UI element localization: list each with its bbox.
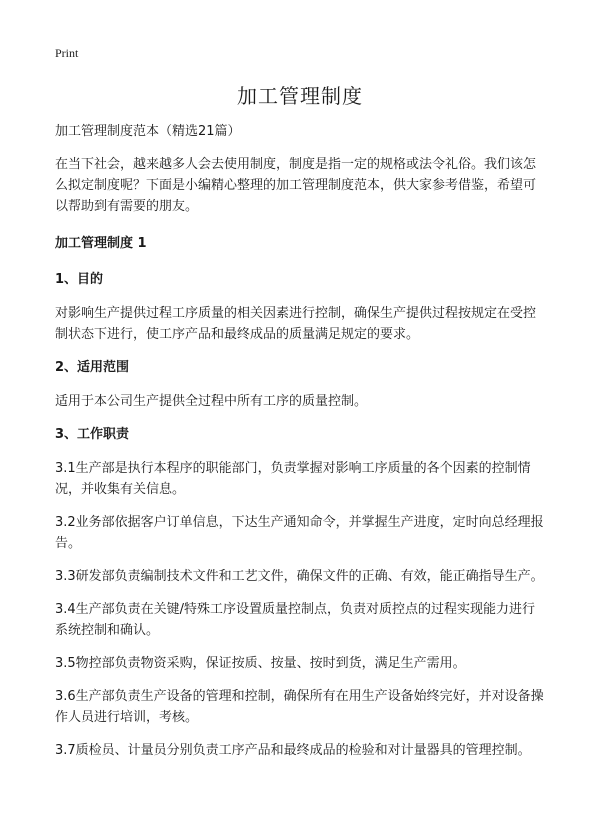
- duty-item-3-2: 3.2业务部依据客户订单信息，下达生产通知命令，并掌握生产进度，定时向总经理报告。: [55, 515, 544, 551]
- duty-item-3-5: 3.5物控部负责物资采购，保证按质、按量、按时到货，满足生产需用。: [55, 656, 466, 671]
- duty-item-3-7: 3.7质检员、计量员分别负责工序产品和最终成品的检验和对计量器具的管理控制。: [55, 743, 531, 758]
- scope-heading: 2、适用范围: [55, 360, 130, 375]
- duty-item-3-4: 3.4生产部负责在关键/特殊工序设置质量控制点，负责对质控点的过程实现能力进行系统控制和确认。: [55, 602, 536, 638]
- document-body: [55, 121, 547, 773]
- duty-item-3-6: 3.6生产部负责生产设备的管理和控制，确保所有在用生产设备始终完好，并对设备操作人员进行培训，考核。: [55, 689, 544, 725]
- duties-heading: 3、工作职责: [55, 427, 130, 442]
- purpose-paragraph: 对影响生产提供过程工序质量的相关因素进行控制，确保生产提供过程按规定在受控制状态下进行，使工序产品和最终成品的质量满足规定的要求。: [55, 306, 537, 342]
- scope-paragraph: 适用于本公司生产提供全过程中所有工序的质量控制。: [55, 394, 368, 409]
- intro-paragraph: 在当下社会，越来越多人会去使用制度，制度是指一定的规格或法令礼俗。我们该怎么拟定制度呢？下面是小编精心整理的加工管理制度范本，供大家参考借鉴，希望可以帮助到有需要的朋友。: [55, 157, 537, 214]
- duty-item-3-1: 3.1生产部是执行本程序的职能部门，负责掌握对影响工序质量的各个因素的控制情况，并收集有关信息。: [55, 461, 531, 497]
- print-link[interactable]: Print: [55, 46, 79, 60]
- document-title: 加工管理制度: [237, 84, 363, 108]
- section-heading: 加工管理制度 1: [55, 236, 147, 251]
- document-subtitle: 加工管理制度范本（精选21篇）: [55, 124, 241, 139]
- duty-item-3-3: 3.3研发部负责编制技术文件和工艺文件，确保文件的正确、有效，能正确指导生产。: [55, 569, 544, 584]
- purpose-heading: 1、目的: [55, 272, 104, 287]
